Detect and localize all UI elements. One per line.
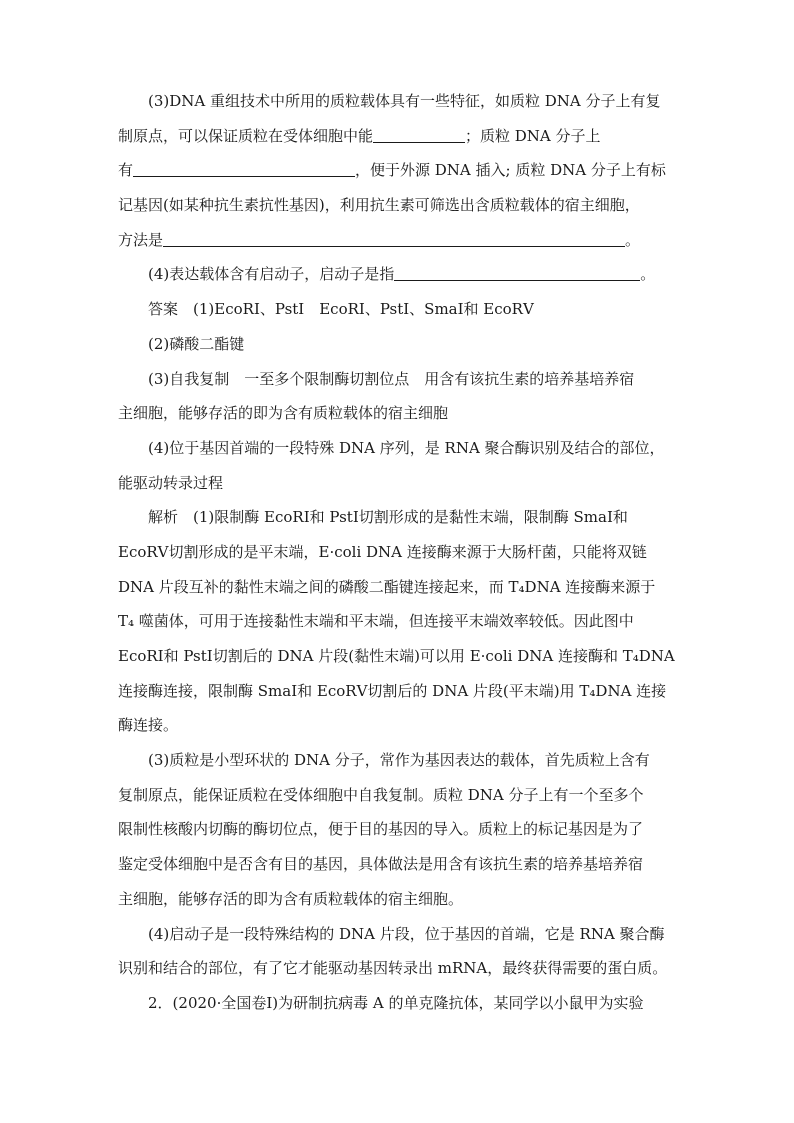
analysis-line-1 <box>118 500 676 535</box>
q3-line-3 <box>118 153 676 188</box>
q4-text: (4)表达载体含有启动子，启动子是指 <box>148 265 395 284</box>
q4-line <box>118 257 676 292</box>
analysis-line-2: EcoRⅤ切割形成的是平末端，E·coli DNA 连接酶来源于大肠杆菌，只能将双链 <box>118 542 647 561</box>
answer-label: 答案 <box>148 300 179 319</box>
answer-blank[interactable] <box>163 229 625 247</box>
q3-line-5 <box>118 223 676 258</box>
answer-line-3: (3)自我复制 一至多个限制酶切割位点 用含有该抗生素的培养基培养宿 <box>148 369 635 388</box>
answer-blank[interactable] <box>133 159 355 177</box>
analysis-line-4: T₄ 噬菌体，可用于连接黏性末端和平末端，但连接平末端效率较低。因此图中 <box>118 612 634 631</box>
q3-text: 。 <box>625 230 641 249</box>
answer-line-2: (2)磷酸二酯键 <box>148 334 245 353</box>
analysis-p4-line-2: 识别和结合的部位，有了它才能驱动基因转录出 mRNA，最终获得需要的蛋白质。 <box>118 959 668 978</box>
analysis-p3-line-3: 限制性核酸内切酶的酶切位点，便于目的基因的导入。质粒上的标记基因是为了 <box>118 820 644 839</box>
analysis-p3-line-2: 复制原点，能保证质粒在受体细胞中自我复制。质粒 DNA 分子上有一个至多个 <box>118 785 644 804</box>
answer-blank[interactable] <box>373 125 465 143</box>
analysis-p3-line-5: 主细胞，能够存活的即为含有质粒载体的宿主细胞。 <box>118 889 464 908</box>
analysis-text: (1)限制酶 EcoRⅠ和 PstⅠ切割形成的是黏性末端，限制酶 SmaⅠ和 <box>193 508 628 527</box>
answer-text: (1)EcoRⅠ、PstⅠ EcoRⅠ、PstⅠ、SmaⅠ和 EcoRⅤ <box>193 300 534 319</box>
answer-line-6: 能驱动转录过程 <box>118 473 224 492</box>
question-2-line-1: 2．(2020·全国卷Ⅰ)为研制抗病毒 A 的单克隆抗体，某同学以小鼠甲为实验 <box>148 993 644 1012</box>
analysis-line-5: EcoRⅠ和 PstⅠ切割后的 DNA 片段(黏性末端)可以用 E·coli DNA 连接酶和 T₄DNA <box>118 647 675 665</box>
q3-line-1: (3)DNA 重组技术中所用的质粒载体具有一些特征，如质粒 DNA 分子上有复 <box>148 92 661 110</box>
answer-line-5: (4)位于基因首端的一段特殊 DNA 序列，是 RNA 聚合酶识别及结合的部位， <box>148 438 665 457</box>
q3-text: 制原点，可以保证质粒在受体细胞中能 <box>118 126 374 145</box>
analysis-p3-line-4: 鉴定受体细胞中是否含有目的基因，具体做法是用含有该抗生素的培养基培养宿 <box>118 855 644 874</box>
answer-line-4: 主细胞，能够存活的即为含有质粒载体的宿主细胞 <box>118 404 449 423</box>
analysis-line-6: 连接酶连接，限制酶 SmaⅠ和 EcoRⅤ切割后的 DNA 片段(平末端)用 T₄DNA 连接 <box>118 681 667 700</box>
q4-text: 。 <box>640 265 656 284</box>
q3-text: 有 <box>118 161 134 180</box>
q3-text: ，便于外源 DNA 插入; 质粒 DNA 分子上有标 <box>355 161 666 180</box>
analysis-p3-line-1: (3)质粒是小型环状的 DNA 分子，常作为基因表达的载体，首先质粒上含有 <box>148 751 650 770</box>
q3-line-4: 记基因(如某种抗生素抗性基因)，利用抗生素可筛选出含质粒载体的宿主细胞， <box>118 196 640 215</box>
analysis-label: 解析 <box>148 508 179 527</box>
analysis-line-7: 酶连接。 <box>118 716 179 735</box>
answer-line-1 <box>118 292 676 327</box>
q3-text: 方法是 <box>118 230 164 249</box>
q3-line-2 <box>118 119 676 154</box>
analysis-line-3: DNA 片段互补的黏性末端之间的磷酸二酯键连接起来，而 T₄DNA 连接酶来源于 <box>118 577 656 596</box>
q3-text: ；质粒 DNA 分子上 <box>465 126 601 145</box>
answer-blank[interactable] <box>394 263 640 281</box>
analysis-p4-line-1: (4)启动子是一段特殊结构的 DNA 片段，位于基因的首端，它是 RNA 聚合酶 <box>148 924 665 943</box>
